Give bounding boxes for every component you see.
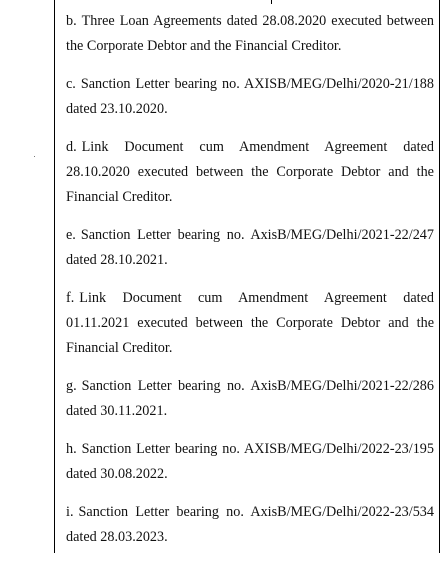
list-marker: b.	[66, 13, 77, 29]
top-tick-mark	[271, 0, 272, 4]
document-list	[66, 9, 434, 563]
list-marker: d.	[66, 139, 77, 155]
list-marker: g.	[66, 378, 77, 394]
list-item-h	[66, 437, 434, 487]
list-item-g	[66, 374, 434, 424]
list-marker: c.	[66, 76, 76, 92]
list-item-text: Link Document cum Amendment Agreement dated 28.10.2020 executed between the Corporate Debtor and the Financial Creditor.	[66, 139, 434, 205]
list-item-text: Sanction Letter bearing no. AxisB/MEG/Delhi/2021-22/286 dated 30.11.2021.	[66, 378, 434, 419]
list-item-text: Sanction Letter bearing no. AxisB/MEG/Delhi/2021-22/247 dated 28.10.2021.	[66, 227, 434, 268]
list-item-text: Link Document cum Amendment Agreement dated 01.11.2021 executed between the Corporate Debtor and the Financial Creditor.	[66, 290, 434, 356]
list-item-d	[66, 135, 434, 210]
list-item-text: Three Loan Agreements dated 28.08.2020 executed between the Corporate Debtor and the Financial Creditor.	[66, 13, 434, 54]
list-item-text: Sanction Letter bearing no. AxisB/MEG/Delhi/2022-23/534 dated 28.03.2023.	[66, 504, 434, 545]
list-marker: e.	[66, 227, 76, 243]
list-item-e	[66, 223, 434, 273]
list-item-f	[66, 286, 434, 361]
list-item-b	[66, 9, 434, 59]
list-item-text: Sanction Letter bearing no. AXISB/MEG/Delhi/2020-21/188 dated 23.10.2020.	[66, 76, 434, 117]
list-item-c	[66, 72, 434, 122]
scan-speck	[34, 156, 35, 157]
list-item-text: Sanction Letter bearing no. AXISB/MEG/Delhi/2022-23/195 dated 30.08.2022.	[66, 441, 434, 482]
list-item-i	[66, 500, 434, 550]
right-border-line	[439, 0, 440, 553]
list-marker: f.	[66, 290, 75, 306]
left-border-line	[54, 0, 55, 553]
list-marker: h.	[66, 441, 77, 457]
list-marker: i.	[66, 504, 74, 520]
